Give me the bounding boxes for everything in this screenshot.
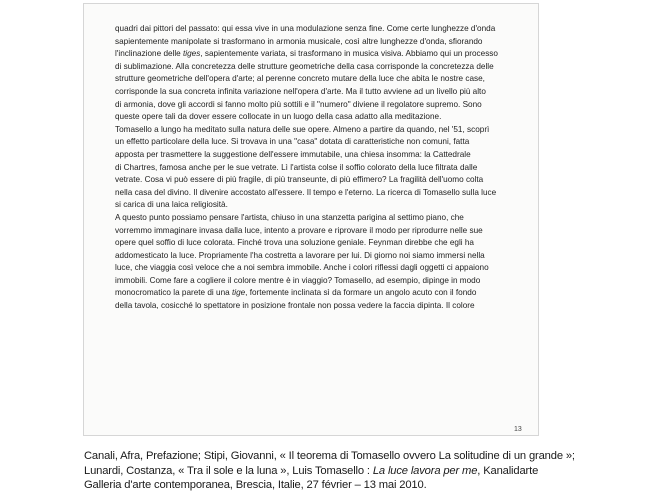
caption-line: Canali, Afra, Prefazione; Stipi, Giovanni, « Il teorema di Tomasello ovvero La solitudine di un grande »; [84, 450, 575, 462]
text-line: di armonia, dove gli accordi si fanno molto più sottili e il "numero" diviene il regolatore supremo. Sono [115, 99, 482, 109]
text-line: sapientemente manipolate si trasformano in armonia musicale, così altre lunghezze d'onda, sfiorando [115, 36, 483, 46]
caption-book-title: La luce lavora per me [372, 464, 478, 477]
caption-line [84, 464, 624, 479]
text-line: si carica di una laica religiosità. [115, 200, 228, 210]
text-line: monocromatico la parete di una tige, fortemente inclinata sì da formare un angolo acuto con il fondo [115, 288, 477, 298]
text-line: addomesticato la luce. Propriamente l'ha costretta a lavorare per lui. Di giorno noi siamo immersi nella [115, 250, 485, 260]
text-line: immobili. Come fare a cogliere il colore mentre è in viaggio? Tomasello, ad esempio, dipinge in modo [115, 275, 481, 285]
caption-publisher: , Kanalidarte [477, 464, 539, 477]
page-body-text [115, 23, 521, 313]
text-line: della tavola, cosicché lo spettatore in posizione frontale non possa vedere la faccia dipinta. Il colore [115, 301, 475, 311]
text-line: un effetto particolare della luce. Si trovava in una "casa" dotata di caratteristiche non comuni, fatta [115, 137, 470, 147]
page-number: 13 [514, 426, 522, 433]
scanned-page [83, 3, 539, 436]
text-line: luce, che viaggia così veloce che a noi sembra immobile. Anche i colori riflessi dagli oggetti ci appaiono [115, 263, 489, 273]
text-line: di Chartres, famosa anche per le sue vetrate. Lì l'artista colse il soffio colorato della luce filtrata dalle [115, 162, 478, 172]
text-line: A questo punto possiamo pensare l'artista, chiuso in una stanzetta parigina al settimo piano, che [115, 212, 464, 222]
text-line: l'inclinazione delle tiges, sapientemente variata, si trasformano in musica visiva. Abbiamo qui un processo [115, 49, 498, 59]
text-line: vorremmo immaginare invasa dalla luce, intento a provare e riprovare il modo per riprodurre nelle sue [115, 225, 483, 235]
caption-line: Galleria d'arte contemporanea, Brescia, Italie, 27 février – 13 mai 2010. [84, 479, 427, 491]
text-line: opere quel soffio di luce colorata. Finché trova una soluzione geniale. Feynman direbbe che egli ha [115, 238, 474, 248]
citation-caption [84, 449, 624, 493]
text-line: apposta per trasmettere la suggestione dell'essere immutabile, una chiesa insomma: la Cattedrale [115, 149, 471, 159]
text-line: queste opere tali da dover essere collocate in un luogo della casa adatto alla meditazione. [115, 112, 442, 122]
text-line: Tomasello a lungo ha meditato sulla natura delle sue opere. Almeno a partire da quando, nel '51, scoprì [115, 124, 490, 134]
text-line: di sublimazione. Alla concretezza delle strutture geometriche della casa corrisponde la concretezza delle [115, 61, 494, 71]
text-line: strutture geometriche dell'opera d'arte; al perenne concreto mutare della luce che abita le nostre case, [115, 74, 485, 84]
caption-authors: Lunardi, Costanza, « Tra il sole e la luna », Luis Tomasello : [84, 464, 373, 477]
text-line: vetrate. Cosa vi può essere di più fragile, di più transeunte, di più effimero? La fragilità dell'uomo colta [115, 175, 484, 185]
text-line: quadri dai pittori del passato: qui essa vive in una modulazione senza fine. Come certe lunghezze d'onda [115, 24, 496, 33]
text-line: nella casa del divino. Il divenire accostato all'essere. Il tempo e l'eterno. La ricerca di Tomasello sulla luce [115, 187, 497, 197]
text-line: corrisponde la sua concreta infinita variazione nell'opera d'arte. Ma il tutto avviene ad un livello più alto [115, 86, 486, 96]
